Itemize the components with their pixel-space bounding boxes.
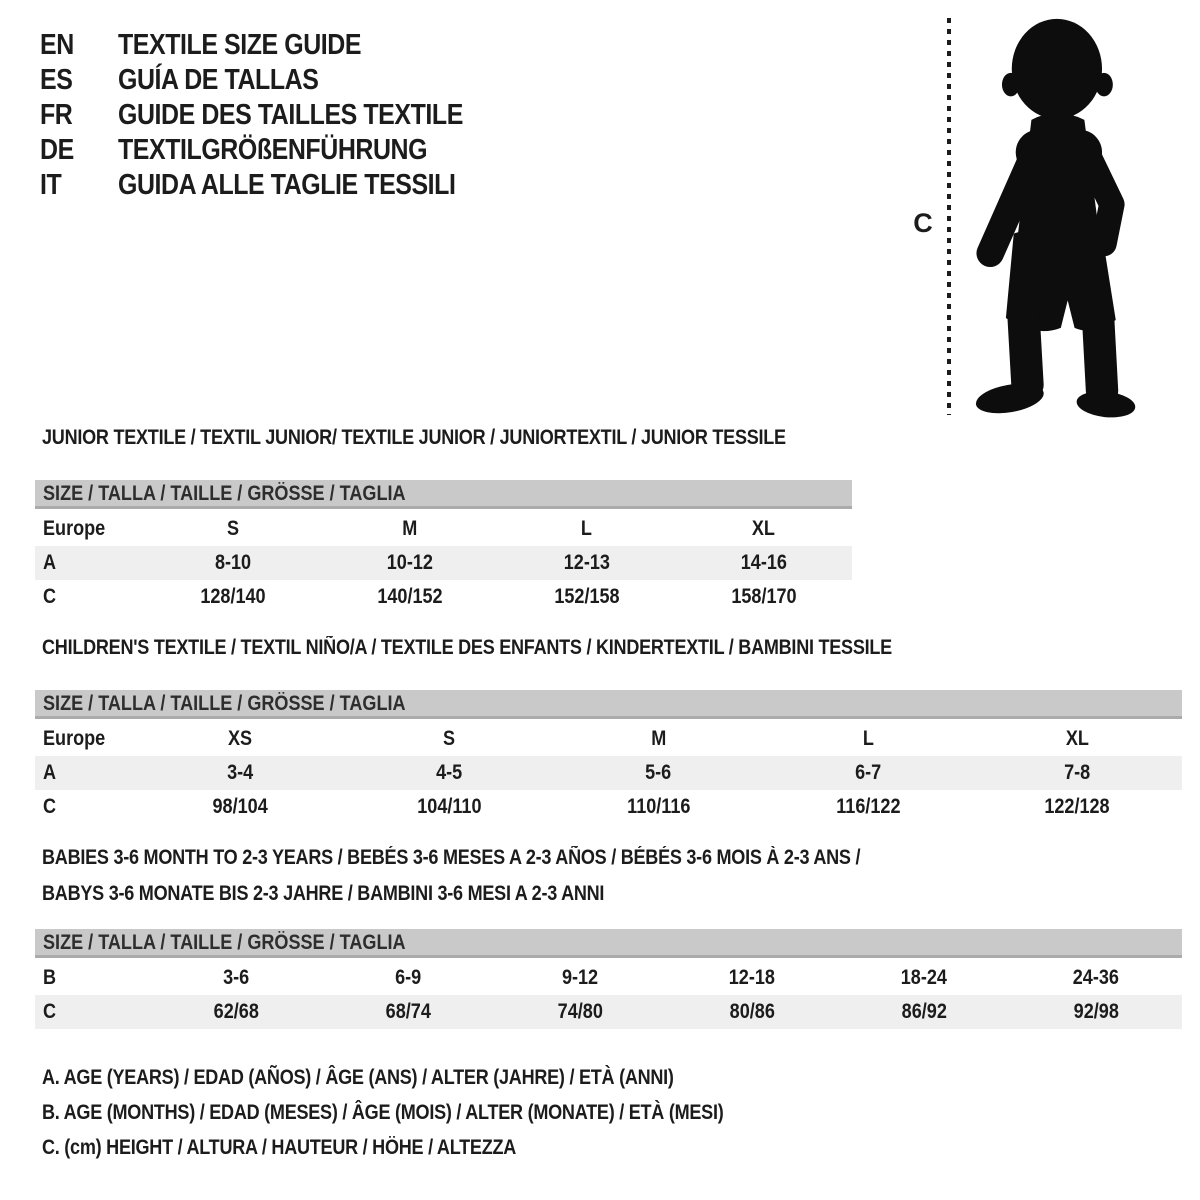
table-row	[35, 961, 1182, 995]
cell-value-text: 98/104	[212, 795, 268, 818]
language-title	[118, 134, 477, 167]
language-row	[40, 133, 519, 168]
section-title	[35, 840, 1182, 876]
cell-value-text: M	[402, 517, 418, 540]
section-title	[35, 876, 1182, 912]
legend-line-height-cm	[42, 1130, 834, 1165]
language-title-text: TEXTILGRÖßENFÜHRUNG	[118, 134, 428, 166]
table-row	[35, 756, 1182, 790]
cell-value-text: 152/158	[554, 585, 620, 608]
cell-value	[135, 795, 344, 819]
cell-value	[344, 727, 553, 751]
table-row	[35, 580, 852, 614]
section-title-text: JUNIOR TEXTILE / TEXTIL JUNIOR/ TEXTILE JUNIOR / JUNIORTEXTIL / JUNIOR TESSILE	[42, 426, 786, 449]
table-row	[35, 722, 1182, 756]
section-title	[35, 636, 1182, 660]
cell-value-text: 14-16	[740, 551, 787, 574]
cell-value	[838, 966, 1010, 990]
cell-value-text: S	[443, 727, 456, 750]
size-header-text: SIZE / TALLA / TAILLE / GRÖSSE / TAGLIA	[43, 931, 406, 954]
row-label	[35, 585, 145, 609]
cell-value-text: 80/86	[729, 1000, 775, 1023]
cell-value	[145, 551, 322, 575]
cell-value-text: 12-13	[563, 551, 610, 574]
cell-value	[1010, 966, 1182, 990]
cell-value	[322, 585, 499, 609]
cell-value-text: 110/116	[626, 795, 691, 818]
cell-value	[675, 585, 852, 609]
cell-value-text: 12-18	[728, 966, 776, 989]
cell-value	[763, 795, 972, 819]
cell-value	[322, 966, 494, 990]
cell-value-text: 7-8	[1064, 761, 1091, 784]
size-table-junior	[35, 426, 852, 614]
cell-value-text: 122/128	[1044, 795, 1110, 818]
cell-value	[322, 551, 499, 575]
cell-value	[145, 517, 322, 541]
row-label-text: Europe	[43, 727, 106, 750]
cell-value-text: 6-7	[854, 761, 881, 784]
cell-value	[973, 761, 1182, 785]
language-row	[40, 168, 519, 203]
cell-value	[494, 966, 666, 990]
cell-value-text: 74/80	[557, 1000, 603, 1023]
cell-value-text: 3-6	[222, 966, 250, 989]
silhouette-head	[1012, 19, 1102, 119]
cell-value-text: XS	[227, 727, 252, 750]
section-title	[35, 426, 852, 450]
table-rows	[35, 722, 1182, 824]
language-code-text: DE	[40, 134, 74, 166]
cell-value	[322, 1000, 494, 1024]
height-measure-label: C	[913, 208, 933, 238]
language-code	[40, 64, 118, 97]
table-rows	[35, 961, 1182, 1029]
table-row	[35, 512, 852, 546]
cell-value	[763, 727, 972, 751]
legend-text: B. AGE (MONTHS) / EDAD (MESES) / ÂGE (MOIS) / ALTER (MONATE) / ETÀ (MESI)	[42, 1101, 724, 1124]
cell-value-text: 86/92	[901, 1000, 947, 1023]
language-title	[118, 29, 401, 62]
section-title-text: BABIES 3-6 MONTH TO 2-3 YEARS / BEBÉS 3-6 MESES A 2-3 AÑOS / BÉBÉS 3-6 MOIS À 2-3 ANS /	[42, 846, 861, 869]
cell-value	[763, 761, 972, 785]
cell-value	[135, 761, 344, 785]
row-label-text: A	[43, 551, 57, 574]
row-label	[35, 1000, 150, 1024]
cell-value	[973, 795, 1182, 819]
toddler-silhouette-image	[956, 12, 1148, 424]
language-code	[40, 99, 118, 132]
cell-value	[499, 585, 676, 609]
table-row	[35, 790, 1182, 824]
cell-value-text: XL	[1065, 727, 1089, 750]
cell-value	[344, 795, 553, 819]
cell-value-text: 140/152	[377, 585, 443, 608]
cell-value-text: 128/140	[200, 585, 267, 608]
cell-value-text: 4-5	[436, 761, 463, 784]
language-code-text: IT	[40, 169, 62, 201]
section-title-text: BABYS 3-6 MONATE BIS 2-3 JAHRE / BAMBINI 3-6 MESI A 2-3 ANNI	[42, 882, 605, 905]
cell-value-text: 158/170	[730, 585, 797, 608]
cell-value	[344, 761, 553, 785]
table-row	[35, 546, 852, 580]
legend-text: C. (cm) HEIGHT / ALTURA / HAUTEUR / HÖHE / ALTEZZA	[42, 1136, 517, 1159]
row-label	[35, 761, 135, 785]
language-title	[118, 99, 519, 132]
measurement-legend	[42, 1060, 834, 1165]
cell-value	[150, 966, 322, 990]
size-header-text: SIZE / TALLA / TAILLE / GRÖSSE / TAGLIA	[43, 482, 406, 505]
cell-value-text: L	[862, 727, 874, 750]
cell-value-text: 9-12	[561, 966, 599, 989]
cell-value-text: 104/110	[416, 795, 482, 818]
cell-value-text: 18-24	[900, 966, 948, 989]
cell-value-text: 5-6	[645, 761, 672, 784]
height-dashed-line	[947, 18, 951, 415]
legend-text: A. AGE (YEARS) / EDAD (AÑOS) / ÂGE (ANS) / ALTER (JAHRE) / ETÀ (ANNI)	[42, 1066, 674, 1089]
language-code-text: ES	[40, 64, 73, 96]
language-title	[118, 169, 510, 202]
cell-value	[135, 727, 344, 751]
language-title-text: GUÍA DE TALLAS	[118, 64, 319, 96]
language-title-text: GUIDE DES TAILLES TEXTILE	[118, 99, 463, 131]
cell-value	[494, 1000, 666, 1024]
cell-value-text: 3-4	[226, 761, 253, 784]
size-table-babies	[35, 840, 1182, 1029]
cell-value-text: XL	[752, 517, 776, 540]
table-row	[35, 995, 1182, 1029]
language-code	[40, 29, 118, 62]
cell-value-text: 68/74	[385, 1000, 431, 1023]
language-row	[40, 63, 519, 98]
cell-value	[554, 761, 763, 785]
cell-value	[666, 1000, 838, 1024]
cell-value	[145, 585, 322, 609]
language-title-text: GUIDA ALLE TAGLIE TESSILI	[118, 169, 456, 201]
language-code	[40, 134, 118, 167]
row-label-text: C	[43, 1000, 57, 1023]
size-header-band	[35, 690, 1182, 719]
table-rows	[35, 512, 852, 614]
cell-value	[554, 795, 763, 819]
legend-line-age-months	[42, 1095, 834, 1130]
section-title-wrap	[35, 840, 1182, 912]
section-title-wrap	[35, 636, 1182, 660]
size-header-text: SIZE / TALLA / TAILLE / GRÖSSE / TAGLIA	[43, 692, 406, 715]
row-label-text: A	[43, 761, 57, 784]
language-code	[40, 169, 118, 202]
language-title-text: TEXTILE SIZE GUIDE	[118, 29, 362, 61]
language-row	[40, 28, 519, 63]
cell-value-text: 92/98	[1073, 1000, 1119, 1023]
cell-value	[838, 1000, 1010, 1024]
row-label	[35, 517, 145, 541]
cell-value-text: 116/122	[835, 795, 901, 818]
row-label-text: B	[43, 966, 57, 989]
cell-value-text: 24-36	[1072, 966, 1120, 989]
cell-value	[973, 727, 1182, 751]
language-title-list	[40, 28, 519, 203]
cell-value	[322, 517, 499, 541]
row-label-text: C	[43, 795, 57, 818]
row-label	[35, 727, 135, 751]
cell-value	[675, 551, 852, 575]
row-label-text: Europe	[43, 517, 106, 540]
legend-line-age-years	[42, 1060, 834, 1095]
row-label	[35, 966, 150, 990]
language-row	[40, 98, 519, 133]
cell-value	[1010, 1000, 1182, 1024]
cell-value	[675, 517, 852, 541]
size-header-band	[35, 480, 852, 509]
cell-value-text: L	[581, 517, 593, 540]
language-code-text: FR	[40, 99, 73, 131]
cell-value-text: 6-9	[394, 966, 422, 989]
cell-value	[499, 551, 676, 575]
size-table-children	[35, 636, 1182, 824]
language-title	[118, 64, 351, 97]
row-label	[35, 795, 135, 819]
cell-value-text: 10-12	[387, 551, 434, 574]
cell-value	[150, 1000, 322, 1024]
section-title-text: CHILDREN'S TEXTILE / TEXTIL NIÑO/A / TEXTILE DES ENFANTS / KINDERTEXTIL / BAMBINI TESSILE	[42, 636, 892, 659]
row-label-text: C	[43, 585, 57, 608]
cell-value-text: 8-10	[215, 551, 252, 574]
section-title-wrap	[35, 426, 852, 450]
cell-value-text: S	[227, 517, 240, 540]
language-code-text: EN	[40, 29, 74, 61]
cell-value-text: 62/68	[213, 1000, 259, 1023]
cell-value-text: M	[650, 727, 667, 750]
cell-value	[666, 966, 838, 990]
cell-value	[499, 517, 676, 541]
size-header-band	[35, 929, 1182, 958]
row-label	[35, 551, 145, 575]
cell-value	[554, 727, 763, 751]
